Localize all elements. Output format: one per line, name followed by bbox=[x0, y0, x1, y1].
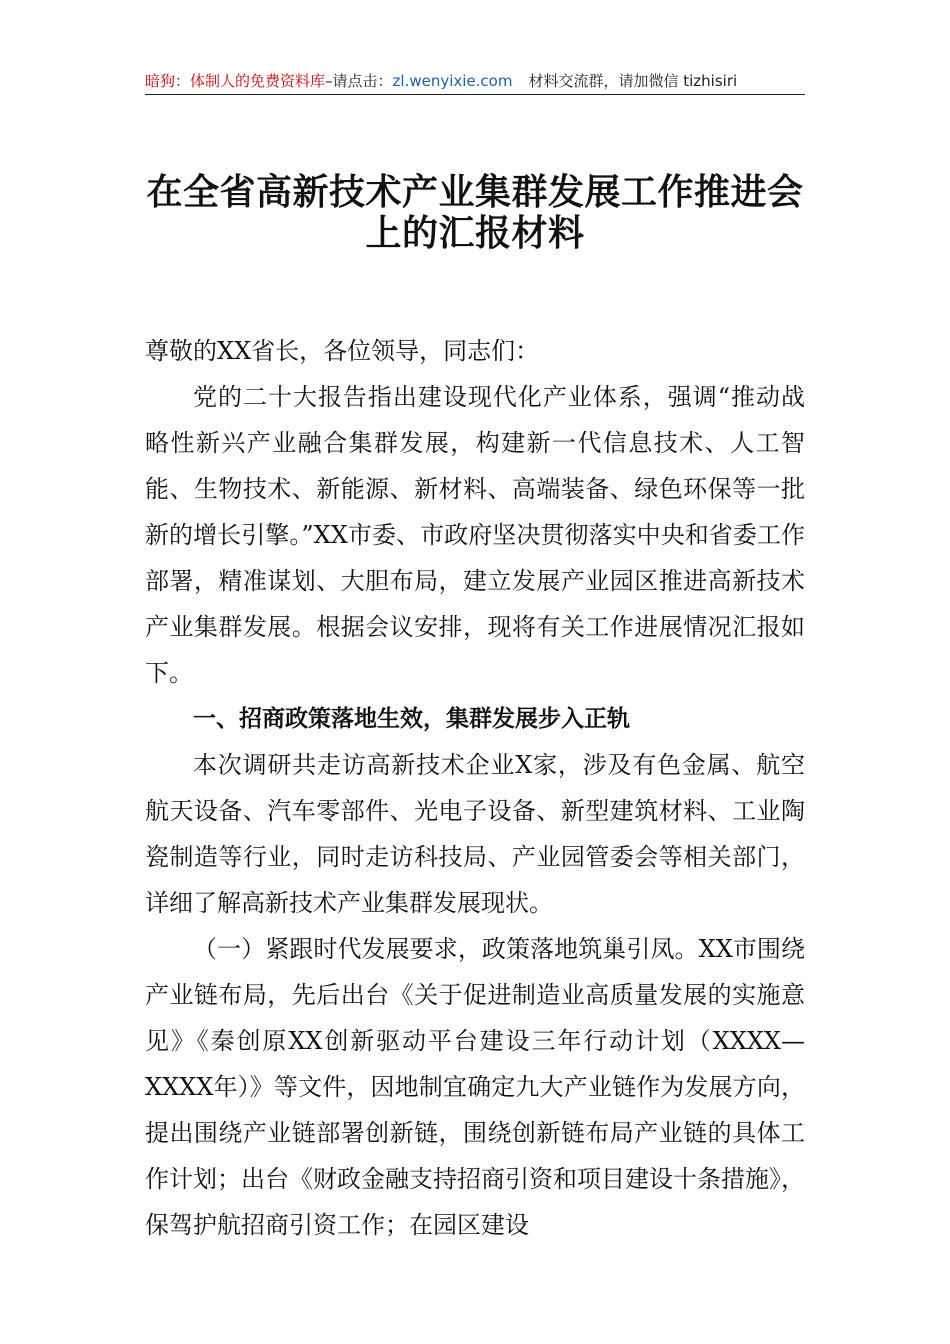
paragraph-intro: 党的二十大报告指出建设现代化产业体系，强调“推动战略性新兴产业融合集群发展，构建新一代信息技术、人工智能、生物技术、新能源、新材料、高端装备、绿色环保等一批新的增长引擎。”XX市委、市政府坚决贯彻落实中央和省委工作部署，精准谋划、大胆布局，建立发展产业园区推进高新技术产业集群发展。根据会议安排，现将有关工作进展情况汇报如下。 bbox=[145, 383, 805, 687]
document-body bbox=[145, 328, 805, 1248]
subsection-heading-1: （一）紧跟时代发展要求，政策落地筑巢引凤。 bbox=[193, 935, 699, 963]
header-wechat-text: 材料交流群，请加微信 tizhisiri bbox=[528, 72, 738, 90]
header-website-link[interactable]: zl.wenyixie.com bbox=[392, 72, 513, 90]
document-title-line-2: 上的汇报材料 bbox=[365, 213, 585, 254]
paragraph-policy bbox=[145, 926, 805, 1248]
header-brand-text: 暗狗：体制人的免费资料库 bbox=[145, 72, 326, 90]
paragraph-survey: 本次调研共走访高新技术企业X家，涉及有色金属、航空航天设备、汽车零部件、光电子设备、新型建筑材料、工业陶瓷制造等行业，同时走访科技局、产业园管委会等相关部门，详细了解高新技术产业集群发展现状。 bbox=[145, 751, 805, 917]
salutation: 尊敬的XX省长，各位领导，同志们： bbox=[145, 337, 540, 365]
page-header-banner bbox=[145, 68, 805, 95]
section-heading-1: 一、招商政策落地生效，集群发展步入正轨 bbox=[193, 706, 630, 732]
paragraph-policy-text: XX市围绕产业链布局，先后出台《关于促进制造业高质量发展的实施意见》《秦创原XX创新驱动平台建设三年行动计划（XXXX—XXXX年）》等文件，因地制宜确定九大产业链作为发展方向，提出围绕产业链部署创新链，围绕创新链布局产业链的具体工作计划；出台《财政金融支持招商引资和项目建设十条措施》，保驾护航招商引资工作；在园区建设 bbox=[145, 935, 806, 1239]
header-prompt-text: –请点击： bbox=[325, 72, 393, 90]
document-title-line-1: 在全省高新技术产业集群发展工作推进会 bbox=[146, 172, 804, 213]
